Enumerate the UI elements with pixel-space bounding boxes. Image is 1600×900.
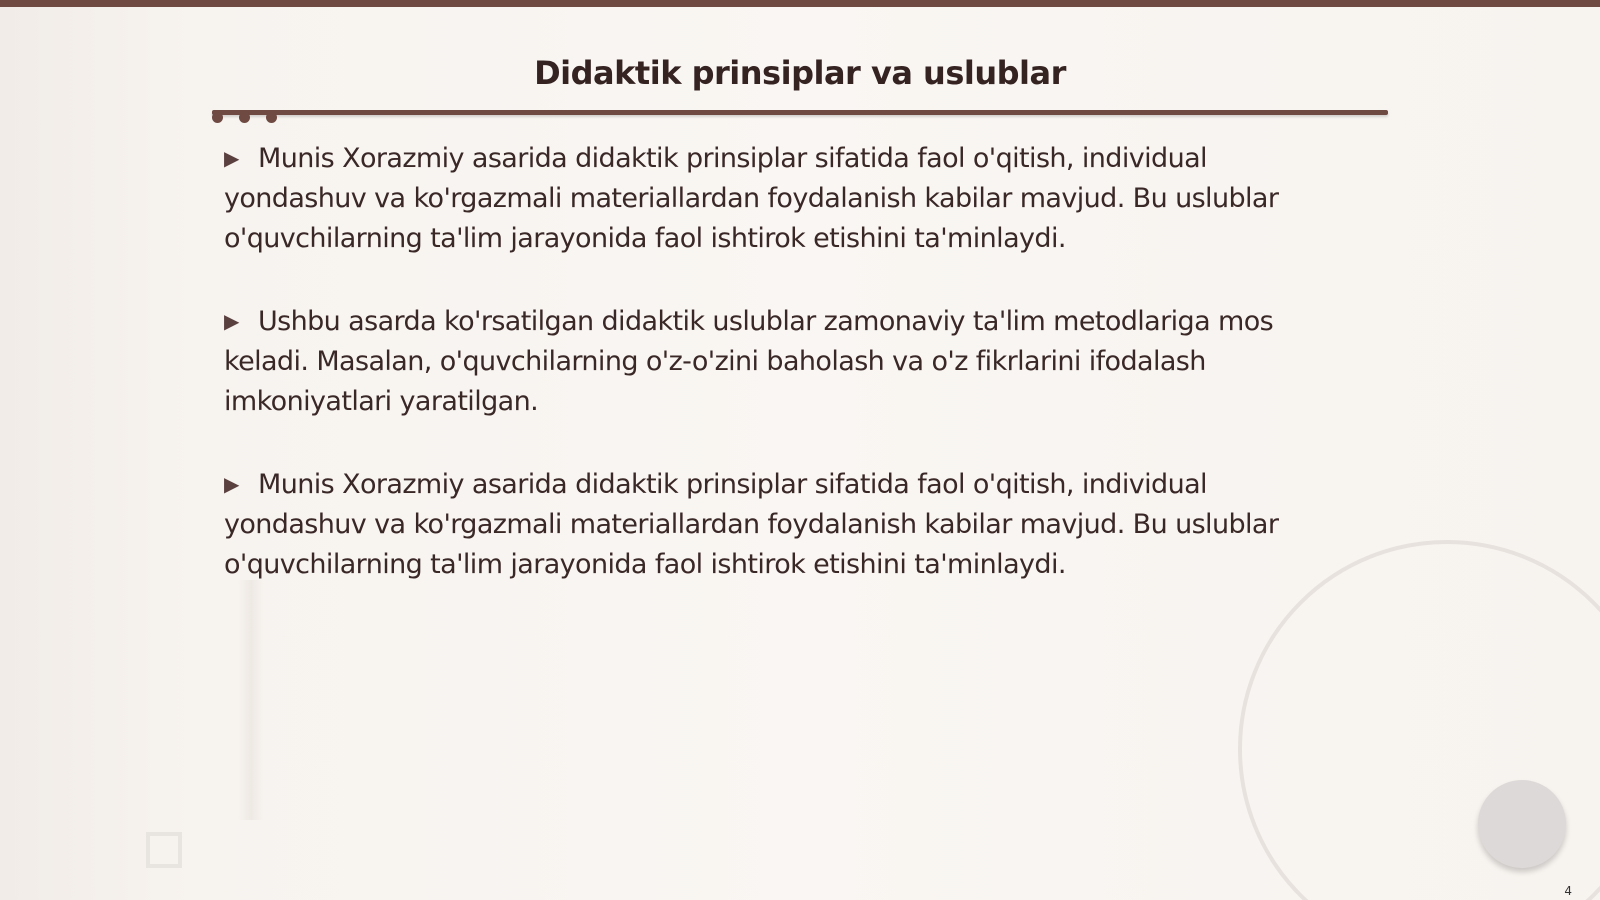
top-accent-bar [0,0,1600,7]
paragraph-text: Munis Xorazmiy asarida didaktik prinsiplar sifatida faol o'qitish, individual yondashuv va ko'rgazmali materiallardan foydalanish kabilar mavjud. Bu uslublar o'quvchilarning ta'lim jarayonida faol ishtirok etishini ta'minlaydi. [224,469,1279,580]
decorative-dot [266,112,277,123]
bullet-arrow-icon: ▶ [224,146,239,170]
decorative-square [146,832,182,868]
bullet-arrow-icon: ▶ [224,472,239,496]
bullet-paragraph-2 [224,301,1334,422]
paragraph-text: Munis Xorazmiy asarida didaktik prinsiplar sifatida faol o'qitish, individual yondashuv va ko'rgazmali materiallardan foydalanish kabilar mavjud. Bu uslublar o'quvchilarning ta'lim jarayonida faol ishtirok etishini ta'minlaydi. [224,143,1279,254]
slide-title: Didaktik prinsiplar va uslublar [534,54,1066,92]
decorative-dot [239,112,250,123]
title-underline [212,110,1388,115]
paragraph-text: Ushbu asarda ko'rsatilgan didaktik uslublar zamonaviy ta'lim metodlariga mos keladi. Masalan, o'quvchilarning o'z-o'zini baholash va o'z fikrlarini ifodalash imkoniyatlari yaratilgan. [224,306,1274,417]
bullet-arrow-icon: ▶ [224,309,239,333]
bullet-paragraph-1 [224,138,1334,259]
slide-body [224,138,1334,627]
bullet-paragraph-3 [224,464,1334,585]
decorative-circle [1478,780,1566,868]
page-number: 4 [1564,884,1572,898]
decorative-dot [212,112,223,123]
